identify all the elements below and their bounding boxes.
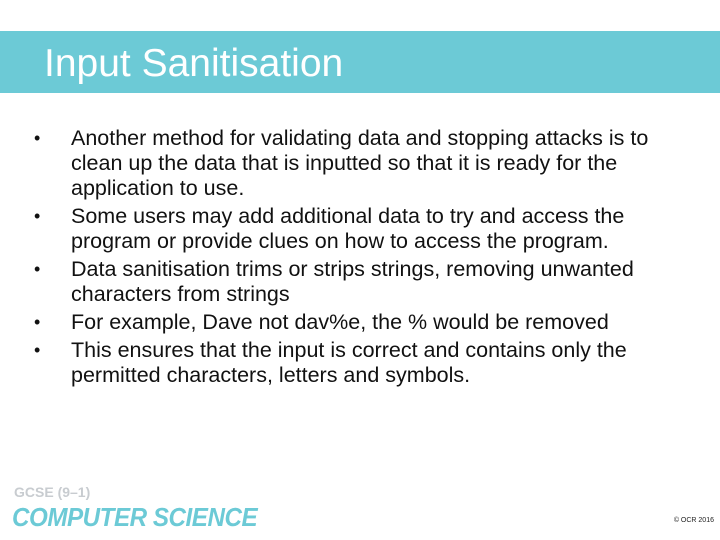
bullet-text: Another method for validating data and stopping attacks is to clean up the data that is inputted so that it is ready for the application to use. — [71, 126, 649, 200]
bullet-item — [34, 338, 700, 388]
bullet-item — [34, 257, 700, 307]
footer-brand-subject: COMPUTER SCIENCE — [12, 502, 258, 532]
bullet-text: This ensures that the input is correct and contains only the permitted characters, letters and symbols. — [71, 338, 627, 387]
bullet-item — [34, 310, 700, 335]
bullet-dot: • — [34, 128, 41, 148]
copyright-notice: © OCR 2016 — [673, 517, 714, 524]
bullet-item — [34, 204, 700, 254]
bullet-dot: • — [34, 340, 41, 360]
slide-title: Input Sanitisation — [44, 42, 344, 85]
bullet-dot: • — [34, 206, 41, 226]
bullet-text: For example, Dave not dav%e, the % would be removed — [71, 310, 609, 334]
bullet-text: Data sanitisation trims or strips strings, removing unwanted characters from strings — [71, 257, 634, 306]
bullet-dot: • — [34, 259, 41, 279]
bullet-list — [34, 126, 700, 391]
footer-brand-qualification: GCSE (9–1) — [14, 484, 91, 500]
bullet-item — [34, 126, 700, 201]
bullet-dot: • — [34, 312, 41, 332]
bullet-text: Some users may add additional data to try and access the program or provide clues on how to access the program. — [71, 204, 625, 253]
